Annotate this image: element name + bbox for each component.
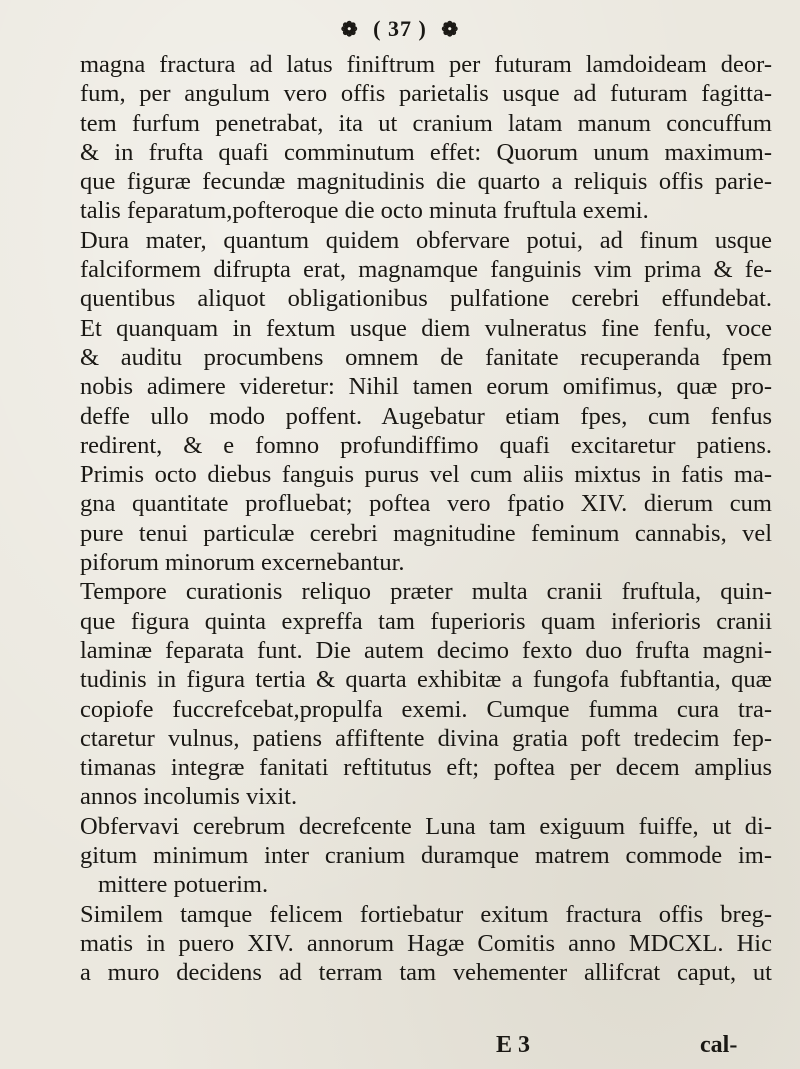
right-ornament-icon: ❁ xyxy=(441,19,460,41)
text-line: piforum minorum excernebantur. xyxy=(80,549,405,577)
text-line: tudinis in figura tertia & quarta exhibitæ a fungofa fubftantia, quæ xyxy=(80,666,772,694)
text-line: ctaretur vulnus, patiens affiftente divina gratia poft tredecim fep- xyxy=(80,724,772,752)
text-line: Dura mater, quantum quidem obfervare potui, ad finum usque xyxy=(80,226,772,254)
catchword: cal- xyxy=(700,1032,738,1058)
text-line: gitum minimum inter cranium duramque matrem commode im- xyxy=(80,842,772,870)
text-line: a muro decidens ad terram tam vehementer allifcrat caput, ut xyxy=(80,959,772,987)
text-line: Primis octo diebus fanguis purus vel cum aliis mixtus in fatis ma- xyxy=(80,461,772,489)
text-line: pure tenui particulæ cerebri magnitudine feminum cannabis, vel xyxy=(80,519,772,547)
text-line: que figura quinta expreffa tam fuperioris quam inferioris cranii xyxy=(80,607,772,635)
text-line: magna fractura ad latus finiftrum per futuram lamdoideam deor- xyxy=(80,51,772,78)
text-line: talis feparatum,pofteroque die octo minuta fruftula exemi. xyxy=(80,197,649,225)
text-line: & auditu procumbens omnem de fanitate recuperanda fpem xyxy=(80,343,772,371)
text-line: Obfervavi cerebrum decrefcente Luna tam exiguum fuiffe, ut di- xyxy=(80,812,772,840)
text-line: matis in puero XIV. annorum Hagæ Comitis anno MDCXL. Hic xyxy=(80,929,772,957)
text-line: falciformem difrupta erat, magnamque fanguinis vim prima & fe- xyxy=(80,256,772,284)
text-line: mittere potuerim. xyxy=(98,871,269,899)
text-line: quentibus aliquot obligationibus pulfatione cerebri effundebat. xyxy=(80,285,772,313)
text-line: Similem tamque felicem fortiebatur exitum fractura offis breg- xyxy=(80,900,772,928)
text-line: timanas integræ fanitati reftitutus eft; poftea per decem amplius xyxy=(80,754,772,782)
text-line: copiofe fuccrefcebat,propulfa exemi. Cumque fumma cura tra- xyxy=(80,695,772,723)
body-text xyxy=(80,50,772,988)
text-line: Tempore curationis reliquo præter multa cranii fruftula, quin- xyxy=(80,578,772,606)
left-ornament-icon: ❁ xyxy=(340,19,359,41)
text-line: Et quanquam in fextum usque diem vulneratus fine fenfu, voce xyxy=(80,314,772,342)
text-line: annos incolumis vixit. xyxy=(80,783,298,811)
text-line: laminæ feparata funt. Die autem decimo fexto duo frufta magni- xyxy=(80,636,772,664)
text-line: fum, per angulum vero offis parietalis usque ad futuram fagitta- xyxy=(80,80,772,108)
text-line: redirent, & e fomno profundiffimo quafi excitaretur patiens. xyxy=(80,431,772,459)
text-line: nobis adimere videretur: Nihil tamen eorum omifimus, quæ pro- xyxy=(80,373,772,401)
page-number: ( 37 ) xyxy=(373,16,427,41)
page-footer xyxy=(0,1032,800,1062)
page-header xyxy=(0,16,800,42)
text-line: tem furfum penetrabat, ita ut cranium latam manum concuffum xyxy=(80,109,772,137)
signature-mark: E 3 xyxy=(496,1032,531,1058)
text-line: que figuræ fecundæ magnitudinis die quarto a reliquis offis parie- xyxy=(80,168,772,196)
text-line: gna quantitate profluebat; poftea vero fpatio XIV. dierum cum xyxy=(80,490,772,518)
text-line: & in frufta quafi comminutum effet: Quorum unum maximum- xyxy=(80,138,772,166)
text-line: deffe ullo modo poffent. Augebatur etiam fpes, cum fenfus xyxy=(80,402,772,430)
